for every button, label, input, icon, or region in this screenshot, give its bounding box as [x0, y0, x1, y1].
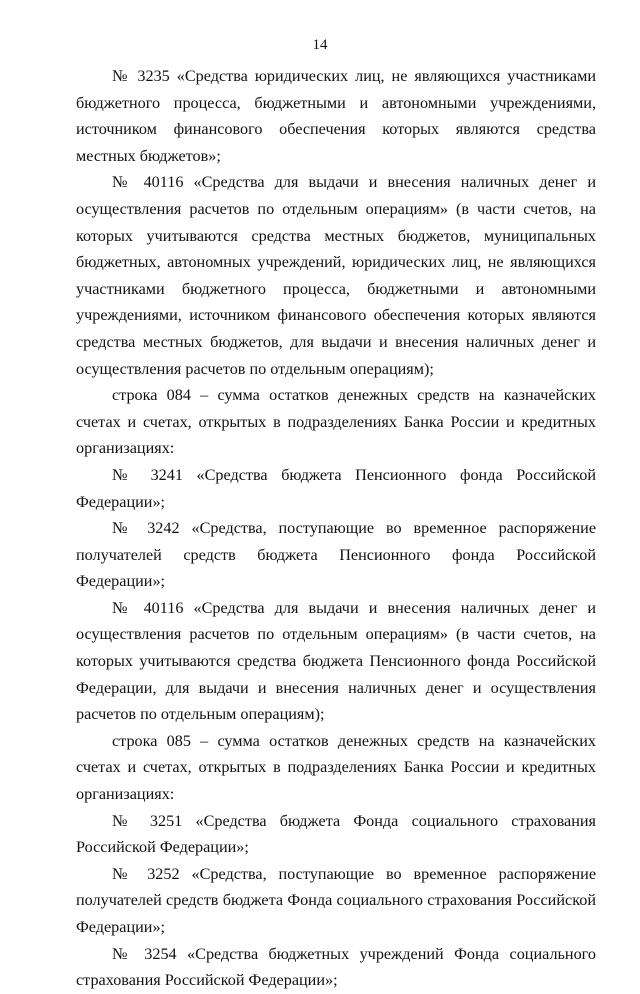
paragraph-account-3251: № 3251 «Средства бюджета Фонда социального страхования Российской Федерации»;	[76, 811, 596, 857]
paragraph-account-40116-pension: № 40116 «Средства для выдачи и внесения наличных денег и осуществления расчетов по отдельным операциям» (в части счетов, на которых учитываются средства бюджета Пенсионного фонда Российской Федерации, для выдачи и внесения наличных денег и осуществления расчетов по отдельным операциям);	[76, 598, 596, 724]
paragraph-account-3254: № 3254 «Средства бюджетных учреждений Фонда социального страхования Российской Федерации»;	[76, 944, 596, 990]
paragraph-account-3252: № 3252 «Средства, поступающие во временное распоряжение получателей средств бюджета Фонда социального страхования Российской Федерации»;	[76, 864, 596, 936]
paragraph-line-085: строка 085 – сумма остатков денежных средств на казначейских счетах и счетах, открытых в подразделениях Банка России и кредитных организациях:	[76, 731, 596, 804]
document-body	[76, 63, 596, 994]
paragraph-account-40116-local: № 40116 «Средства для выдачи и внесения наличных денег и осуществления расчетов по отдельным операциям» (в части счетов, на которых учитываются средства местных бюджетов, муниципальных бюджетных, автономных учреждений, юридических лиц, не являющихся участниками бюджетного процесса, бюджетными и автономными учреждениями, источником финансового обеспечения которых являются средства местных бюджетов, для выдачи и внесения наличных денег и осуществления расчетов по отдельным операциям);	[76, 173, 596, 378]
paragraph-account-3241: № 3241 «Средства бюджета Пенсионного фонда Российской Федерации»;	[76, 465, 596, 511]
paragraph-account-3242: № 3242 «Средства, поступающие во временное распоряжение получателей средств бюджета Пенсионного фонда Российской Федерации»;	[76, 519, 596, 591]
page-number: 14	[312, 37, 328, 53]
paragraph-line-084: строка 084 – сумма остатков денежных средств на казначейских счетах и счетах, открытых в подразделениях Банка России и кредитных организациях:	[76, 386, 596, 458]
paragraph-account-3235: № 3235 «Средства юридических лиц, не являющихся участниками бюджетного процесса, бюджетными и автономными учреждениями, источником финансового обеспечения которых являются средства местных бюджетов»;	[76, 67, 596, 165]
